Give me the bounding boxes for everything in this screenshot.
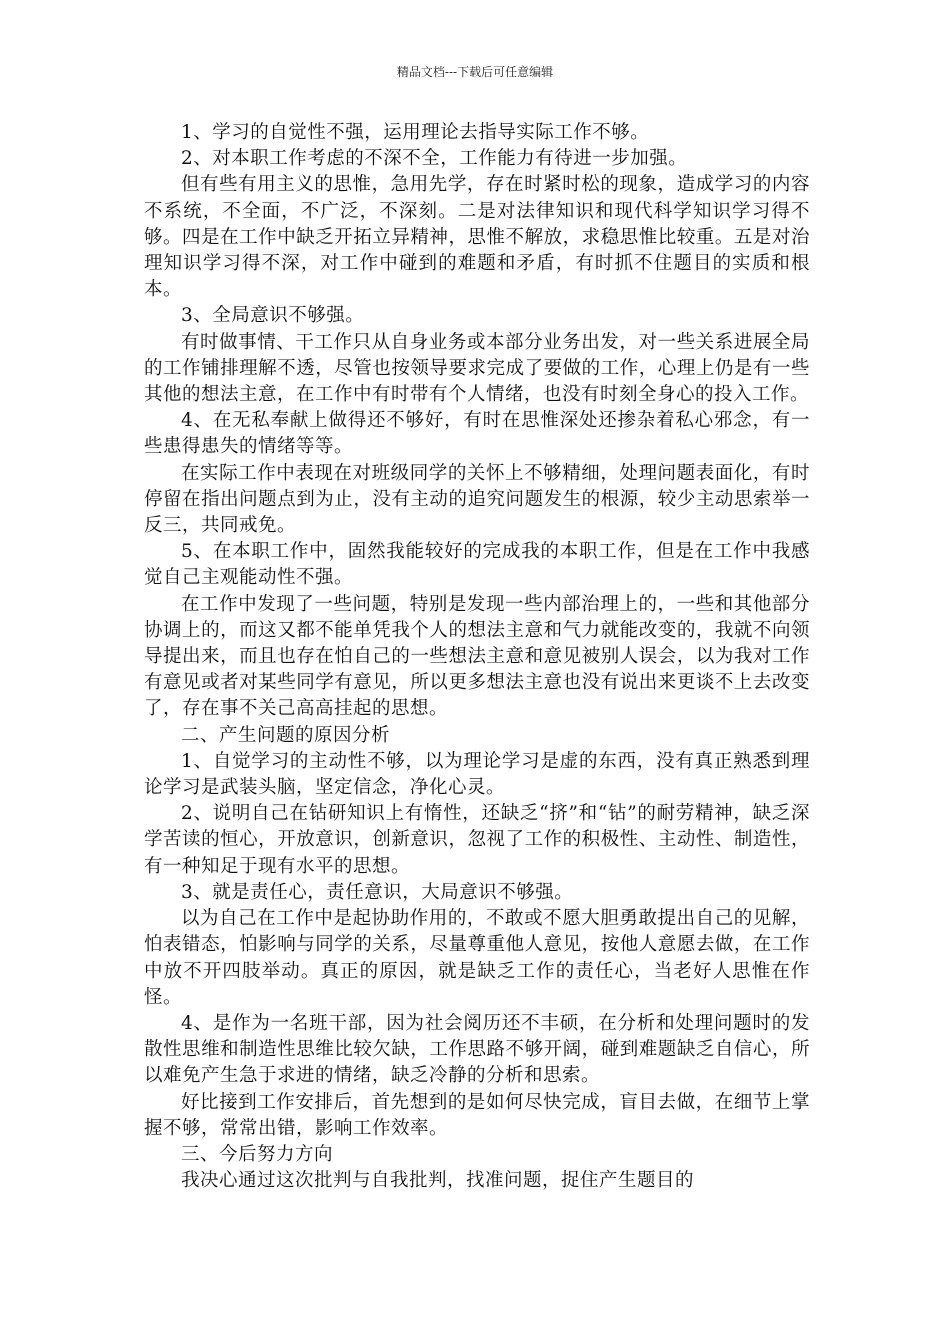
- page-header: 精品文档---下载后可任意编辑: [396, 65, 554, 79]
- paragraph: 5、在本职工作中，固然我能较好的完成我的本职工作，但是在工作中我感觉自己主观能动性不强。: [144, 541, 810, 589]
- paragraph: 4、是作为一名班干部，因为社会阅历还不丰硕，在分析和处理问题时的发散性思维和制造性思维比较欠缺，工作思路不够开阔，碰到难题缺乏自信心，所以难免产生急于求进的情绪，缺乏冷静的分析和思索。: [144, 1012, 810, 1087]
- paragraph: 我决心通过这次批判与自我批判，找准问题，捉住产生题目的: [181, 1170, 695, 1192]
- paragraph: 好比接到工作安排后，首先想到的是如何尽快完成，盲目去做，在细节上掌握不够，常常出错，影响工作效率。: [144, 1091, 810, 1139]
- paragraph: 3、全局意识不够强。: [181, 305, 365, 327]
- paragraph: 2、说明自己在钻研知识上有惰性，还缺乏“挤”和“钻”的耐劳精神，缺乏深学苦读的恒心，开放意识，创新意识，忽视了工作的积极性、主动性、制造性，有一种知足于现有水平的思想。: [144, 803, 810, 877]
- document-body: [144, 120, 810, 1194]
- paragraph: 2、对本职工作考虑的不深不全，工作能力有待进一步加强。: [181, 148, 688, 170]
- paragraph: 在实际工作中表现在对班级同学的关怀上不够精细，处理问题表面化，有时停留在指出问题点到为止，没有主动的追究问题发生的根源，较少主动思索举一反三，共同戒免。: [144, 462, 810, 537]
- paragraph: 4、在无私奉献上做得还不够好，有时在思惟深处还掺杂着私心邪念，有一些患得患失的情绪等等。: [144, 410, 810, 458]
- paragraph: 在工作中发现了一些问题，特别是发现一些内部治理上的，一些和其他部分协调上的，而这又都不能单凭我个人的想法主意和气力就能改变的，我就不向领导提出来，而且也存在怕自己的一些想法主意和意见被别人误会，以为我对工作有意见或者对某些同学有意见，所以更多想法主意也没有说出来更谈不上去改变了，存在事不关己高高挂起的思想。: [144, 593, 810, 720]
- paragraph: 但有些有用主义的思惟，急用先学，存在时紧时松的现象，造成学习的内容不系统，不全面，不广泛，不深刻。二是对法律知识和现代科学知识学习得不够。四是在工作中缺乏开拓立异精神，思惟不解放，求稳思惟比较重。五是对治理知识学习得不深，对工作中碰到的难题和矛盾，有时抓不住题目的实质和根本。: [144, 174, 810, 301]
- paragraph: 3、就是责任心，责任意识，大局意识不够强。: [181, 881, 574, 903]
- paragraph: 1、自觉学习的主动性不够，以为理论学习是虚的东西，没有真正熟悉到理论学习是武装头脑，坚定信念，净化心灵。: [144, 750, 810, 799]
- paragraph: 以为自己在工作中是起协助作用的，不敢或不愿大胆勇敢提出自己的见解，怕表错态，怕影响与同学的关系，尽量尊重他人意见，按他人意愿去做，在工作中放不开四肢举动。真正的原因，就是缺乏工作的责任心，当老好人思惟在作怪。: [144, 908, 810, 1008]
- section-heading: 二、产生问题的原因分析: [181, 724, 391, 746]
- paragraph: 1、学习的自觉性不强，运用理论去指导实际工作不够。: [181, 122, 650, 143]
- paragraph: 有时做事情、干工作只从自身业务或本部分业务出发，对一些关系进展全局的工作铺排理解不透，尽管也按领导要求完成了要做的工作，心理上仍是有一些其他的想法主意，在工作中有时带有个人情绪，也没有时刻全身心的投入工作。: [144, 331, 810, 406]
- section-heading: 三、今后努力方向: [181, 1143, 334, 1165]
